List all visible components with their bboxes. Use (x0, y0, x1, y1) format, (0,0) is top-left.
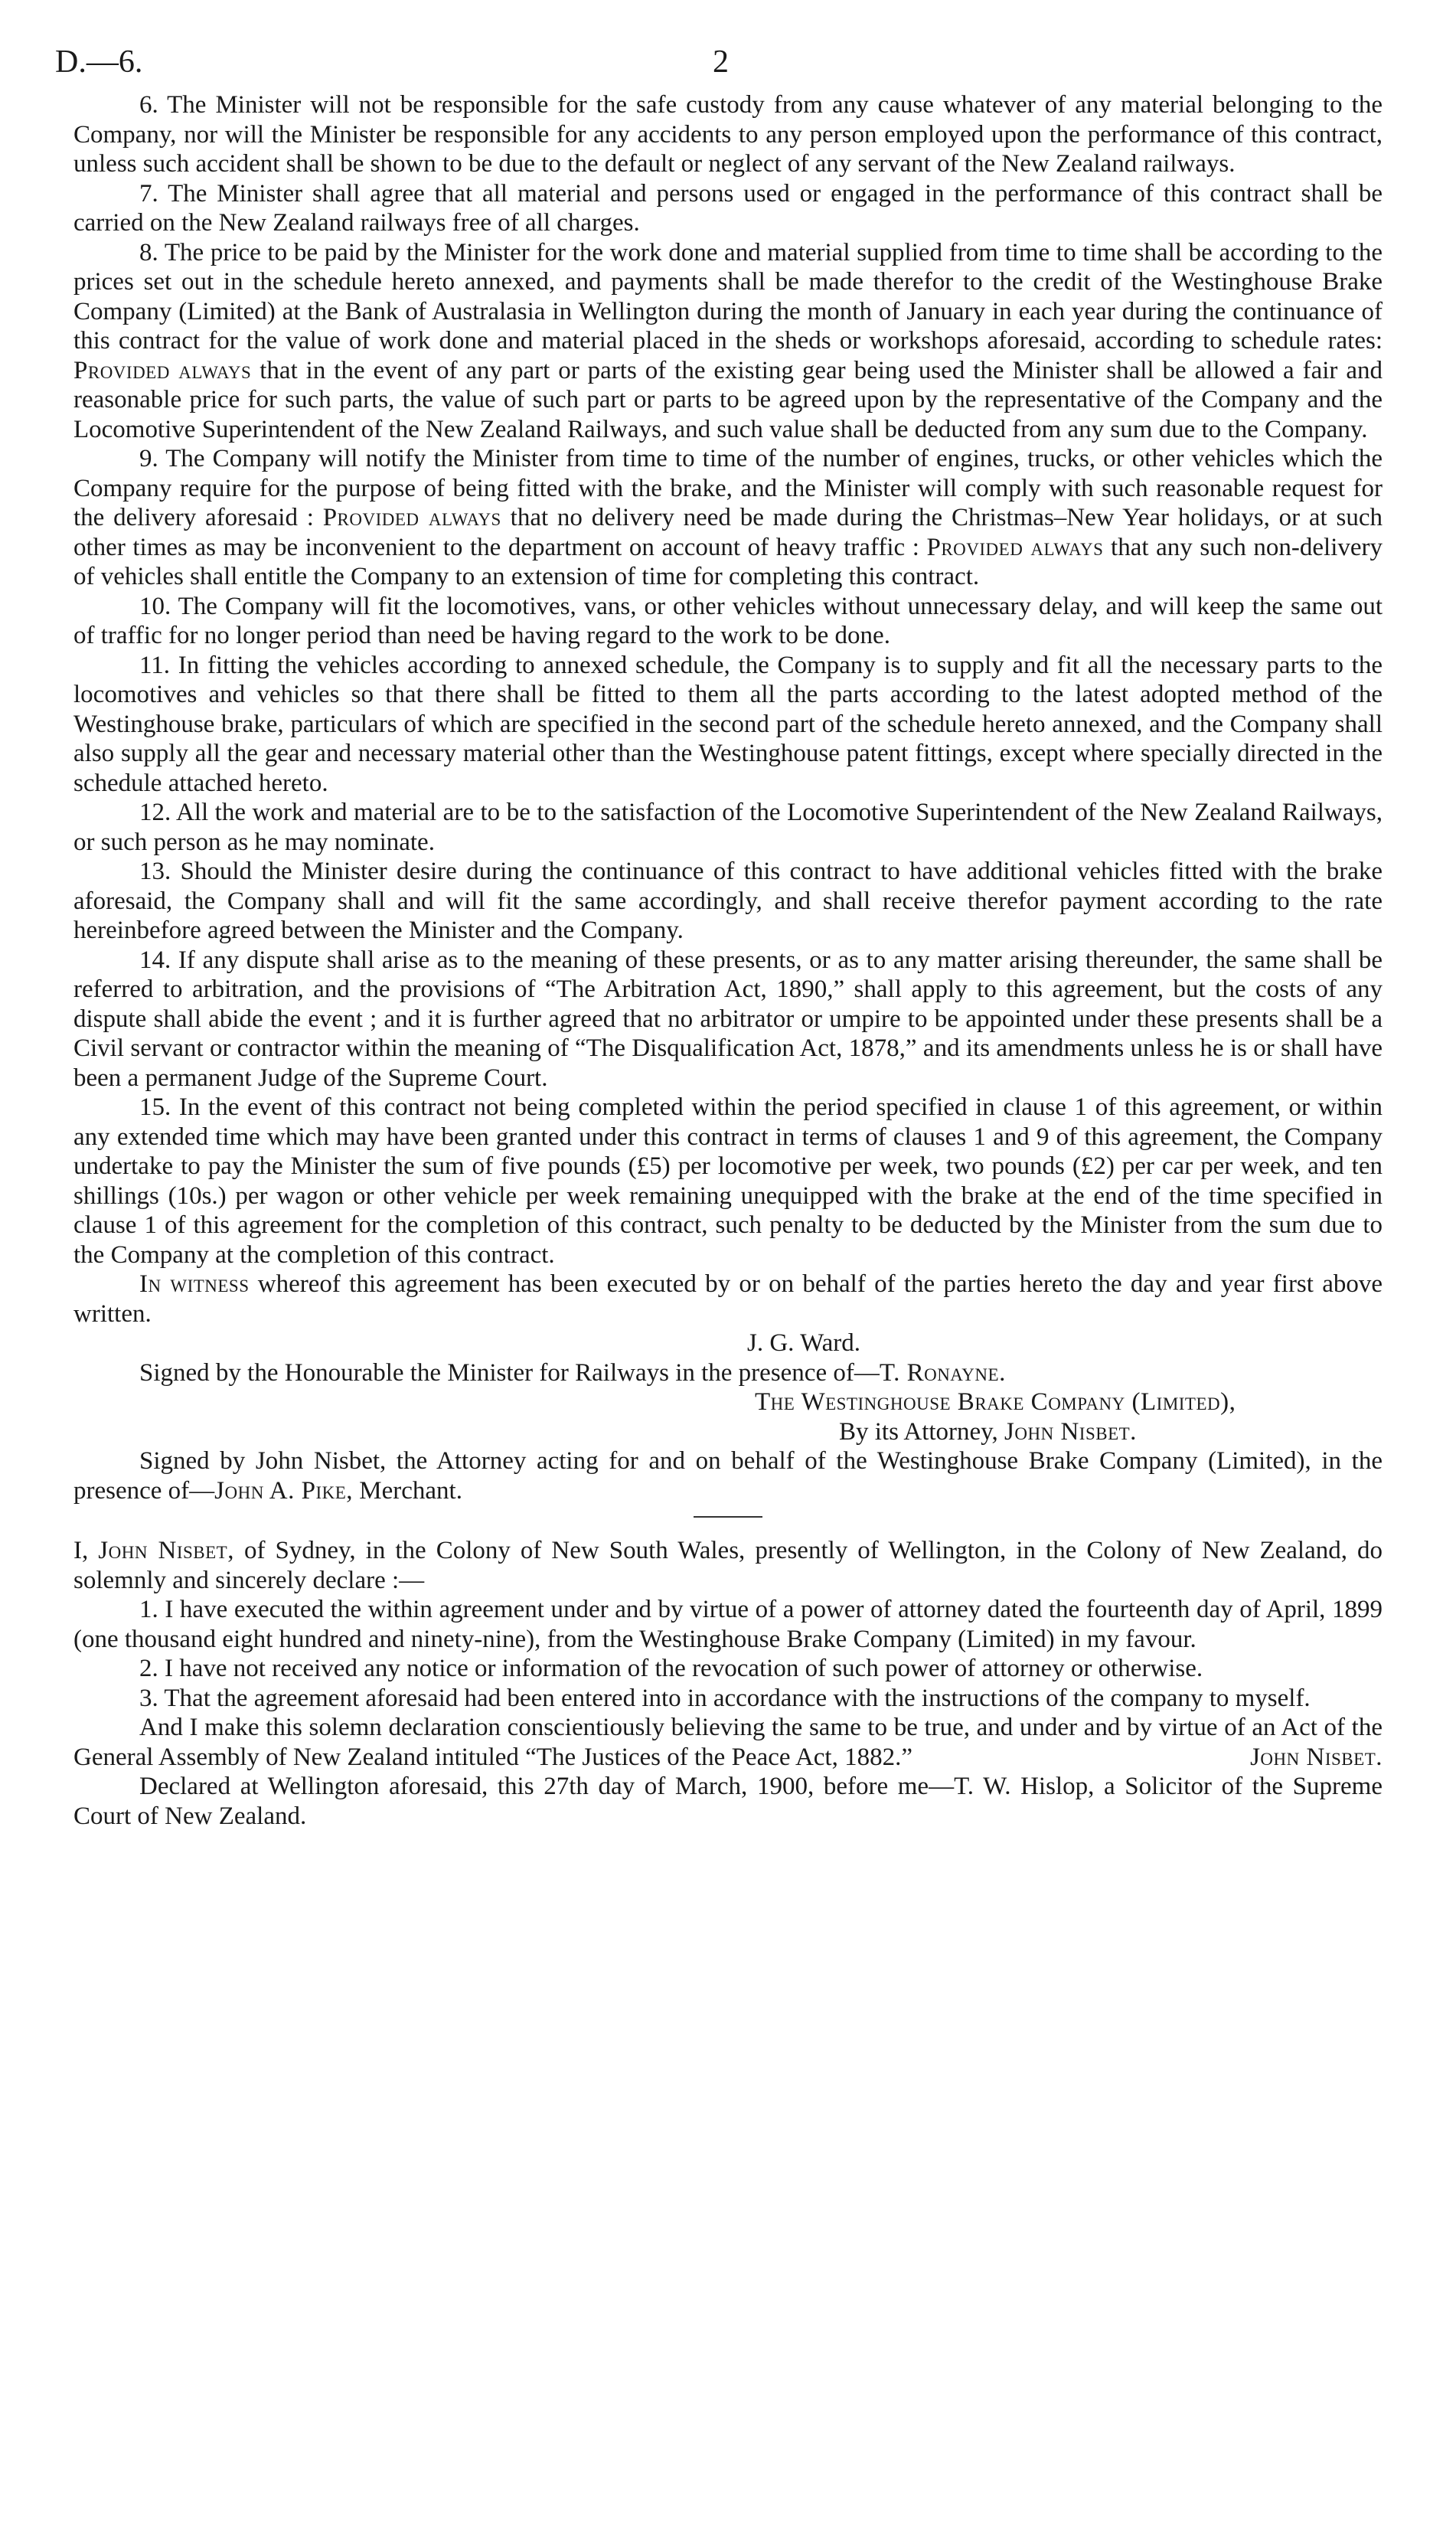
nisbet-witness-name: John A. Pike, (214, 1476, 354, 1505)
minister-signed-line (73, 1358, 1383, 1388)
attorney-prefix: By its Attorney, (839, 1417, 998, 1446)
clause-13: 13. Should the Minister desire during the continuance of this contract to have additional vehicles fitted with the brake aforesaid, the Company shall and will fit the same accordingly, and shall receive therefor payment according to the rate hereinbefore agreed between the Minister and the Company. (73, 858, 1383, 944)
declarant-name: John Nisbet, (98, 1537, 234, 1564)
clause-11: 11. In fitting the vehicles according to annexed schedule, the Company is to supply and fit all the necessary parts to the locomotives and vehicles so that there shall be fitted to them all the parts according to the latest adopted method of the Westinghouse brake, particulars of which are specified in the second part of the schedule hereto annexed, and the Company shall also supply all the gear and necessary material other than the Westinghouse patent fittings, except where specially directed in the schedule attached hereto. (73, 651, 1383, 797)
attorney-line (73, 1417, 1383, 1447)
clause-7: 7. The Minister shall agree that all material and persons used or engaged in the performance of this contract shall be carried on the New Zealand railways free of all charges. (73, 179, 1383, 237)
declaration-intro-pre: I, (73, 1537, 89, 1564)
clause-9-text-b: that no delivery need be made during the Christmas–New Year holidays, or at such other times as may be inconvenient to the department on account of heavy traffic : (73, 504, 1383, 561)
nisbet-witness-role: Merchant. (359, 1476, 462, 1505)
clause-9-text-a: 9. The Company will notify the Minister from time to time of the number of engines, trucks, or other vehicles which the Company require for the purpose of being fitted with the brake, and the Minister will comply with such reasonable request for the delivery aforesaid : (73, 445, 1383, 531)
clause-9-text-c: that any such non-delivery of vehicles shall entitle the Company to an extension of time for completing this contract. (73, 533, 1383, 590)
clause-8-text-a: 8. The price to be paid by the Minister for the work done and material supplied from time to time shall be according to the prices set out in the schedule hereto annexed, and payments shall be made therefor to the credit of the Westinghouse Brake Company (Limited) at the Bank of Australasia in Wellington during the month of January in each year during the continuance of this contract for the value of work done and material placed in the sheds or workshops aforesaid, according to schedule rates: (73, 238, 1383, 355)
nisbet-signed-text: Signed by John Nisbet, the Attorney acting for and on behalf of the Westinghouse Brake Company (Limited), in the presence of— (73, 1447, 1383, 1505)
minister-witness-name: T. Ronayne. (879, 1358, 1006, 1387)
document-page (55, 43, 1383, 1831)
signature-ward: J. G. Ward. (747, 1329, 860, 1357)
declaration-intro (73, 1536, 1383, 1595)
page-header (55, 43, 1383, 90)
clause-8-proviso: Provided always (73, 356, 252, 384)
document-reference: D.—6. (55, 44, 143, 80)
declaration-item-2: 2. I have not received any notice or information of the revocation of such power of attorney or otherwise. (139, 1655, 1203, 1682)
declaration-solemn-text: And I make this solemn declaration conscientiously believing the same to be true, and under and by virtue of an Act of the General Assembly of New Zealand intituled “The Justices of the Peace Act, 1882.” (73, 1714, 1383, 1771)
clause-9-proviso-1: Provided always (322, 504, 501, 531)
page-number: 2 (713, 44, 729, 80)
witness-heading: In witness (139, 1270, 250, 1298)
clause-14: 14. If any dispute shall arise as to the meaning of these presents, or as to any matter arising thereunder, the same shall be referred to arbitration, and the provisions of “The Arbitration Act, 1890,” shall apply to this agreement, but the costs of any dispute shall abide the event ; and it is further agreed that no arbitrator or umpire to be appointed under these presents shall be a Civil servant or contractor within the meaning of “The Disqualification Act, 1878,” and its amendments unless he is or shall have been a permanent Judge of the Supreme Court. (73, 946, 1383, 1092)
attorney-name: John Nisbet. (1004, 1417, 1137, 1446)
clause-8-text-b: that in the event of any part or parts of the existing gear being used the Minister shall be allowed a fair and reasonable price for such parts, the value of such part or parts to be agreed upon by the representative of the Company and the Locomotive Superintendent of the New Zealand Railways, and such value shall be deducted from any sum due to the Company. (73, 356, 1383, 443)
clause-9-proviso-2: Provided always (926, 533, 1104, 561)
declaration-item-1: 1. I have executed the within agreement under and by virtue of a power of attorney dated the fourteenth day of April, 1899 (one thousand eight hundred and ninety-nine), from the Westinghouse Brake Company (Limited) in my favour. (73, 1596, 1383, 1653)
declaration-intro-text: of Sydney, in the Colony of New South Wales, presently of Wellington, in the Colony of New Zealand, do solemnly and sincerely declare :— (73, 1537, 1383, 1594)
clause-10: 10. The Company will fit the locomotives, vans, or other vehicles without unnecessary delay, and will keep the same out of traffic for no longer period than need be having regard to the work to be done. (73, 592, 1383, 649)
clause-12: 12. All the work and material are to be to the satisfaction of the Locomotive Superintendent of the New Zealand Railways, or such person as he may nominate. (73, 799, 1383, 856)
clause-9 (73, 444, 1383, 592)
witness-text: whereof this agreement has been executed by or on behalf of the parties hereto the day and year first above written. (73, 1270, 1383, 1328)
declaration-item-3: 3. That the agreement aforesaid had been entered into in accordance with the instructions of the company to myself. (139, 1684, 1311, 1712)
clause-6: 6. The Minister will not be responsible for the safe custody from any cause whatever of any material belonging to the Company, nor will the Minister be responsible for any accidents to any person employed upon the performance of this contract, unless such accident shall be shown to be due to the default or neglect of any servant of the New Zealand railways. (73, 91, 1383, 178)
witness-clause (73, 1270, 1383, 1328)
minister-signed-text: Signed by the Honourable the Minister for Railways in the presence of— (139, 1358, 880, 1387)
nisbet-signed-line (73, 1446, 1383, 1505)
company-name: The Westinghouse Brake Company (Limited), (755, 1388, 1236, 1416)
declarant-signature: John Nisbet. (1250, 1743, 1383, 1771)
declaration-solemn (73, 1713, 1383, 1772)
section-divider (694, 1516, 762, 1518)
clause-8 (73, 238, 1383, 445)
clause-15: 15. In the event of this contract not being completed within the period specified in clause 1 of this agreement, or within any extended time which may have been granted under this contract in terms of clauses 1 and 9 of this agreement, the Company undertake to pay the Minister the sum of five pounds (£5) per locomotive per week, two pounds (£2) per car per week, and ten shillings (10s.) per wagon or other vehicle per week remaining unequipped with the brake at the end of the time specified in clause 1 of this agreement for the completion of this contract, such penalty to be deducted by the Minister from the sum due to the Company at the completion of this contract. (73, 1093, 1383, 1269)
declaration-attestation: Declared at Wellington aforesaid, this 27th day of March, 1900, before me—T. W. Hislop, a Solicitor of the Supreme Court of New Zealand. (73, 1773, 1383, 1830)
